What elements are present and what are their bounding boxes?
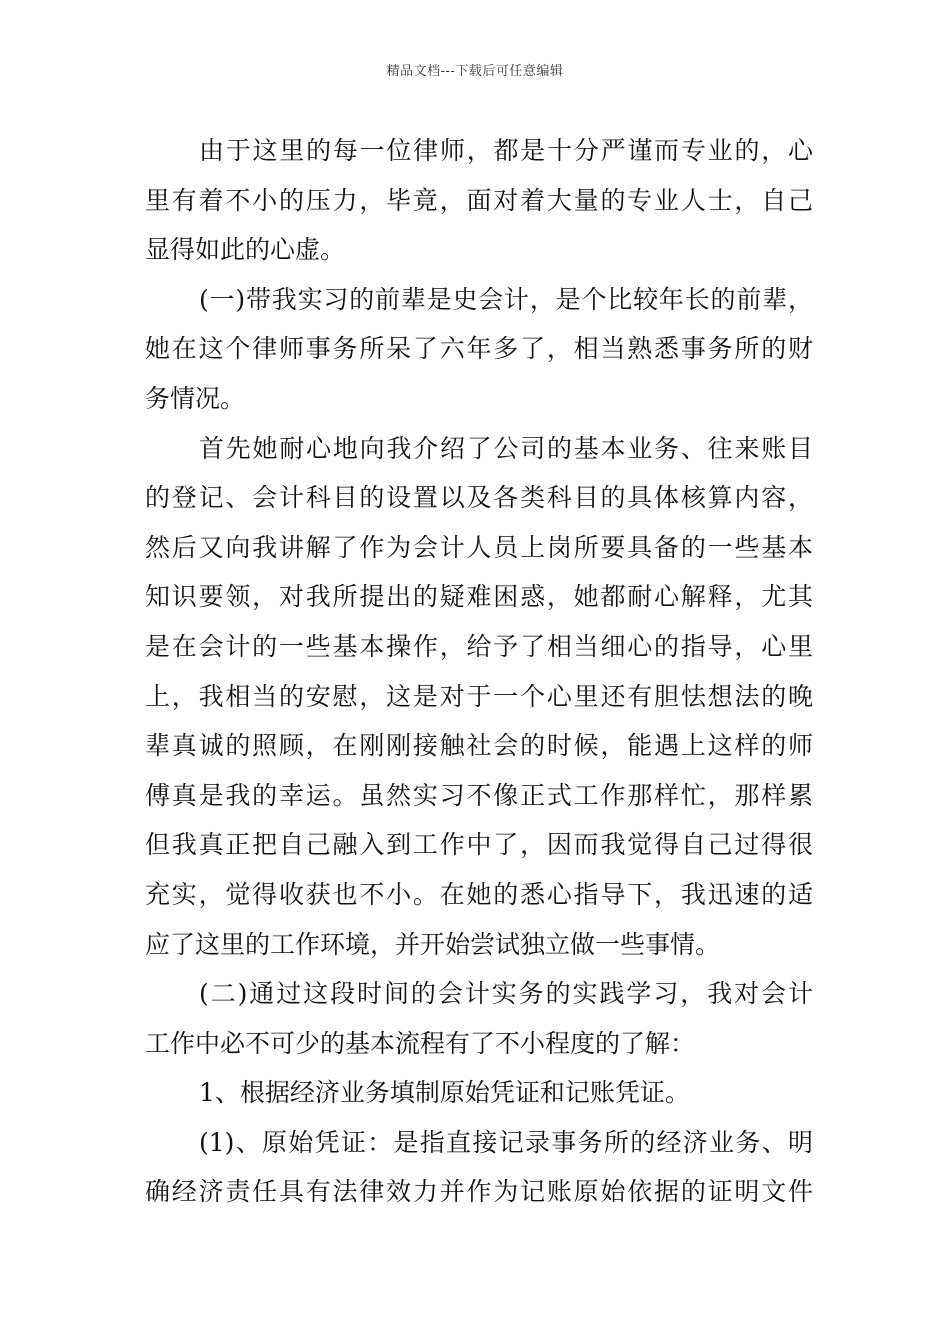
page-header: 精品文档---下载后可任意编辑 [386,64,564,79]
paragraph [145,1118,813,1217]
text-line: 的登记、会计科目的设置以及各类科目的具体核算内容， [145,483,813,513]
text-line: 显得如此的心虚。 [145,235,346,265]
text-line: 傅真是我的幸运。虽然实习不像正式工作那样忙，那样累 [145,780,813,810]
document-body [145,126,813,1217]
paragraph [145,126,813,275]
text-line: 应了这里的工作环境，并开始尝试独立做一些事情。 [145,929,721,959]
text-line: 她在这个律师事务所呆了六年多了，相当熟悉事务所的财 [145,334,813,364]
text-line: (一)带我实习的前辈是史会计，是个比较年长的前辈， [199,284,813,314]
text-line: 上，我相当的安慰，这是对于一个心里还有胆怯想法的晚 [145,681,813,711]
paragraph [145,1068,813,1118]
text-line: 由于这里的每一位律师，都是十分严谨而专业的，心 [199,136,813,165]
text-line: 然后又向我讲解了作为会计人员上岗所要具备的一些基本 [145,532,813,562]
text-line: 工作中必不可少的基本流程有了不小程度的了解： [145,1028,696,1058]
text-line: 1、根据经济业务填制原始凭证和记账凭证。 [199,1078,690,1108]
text-line: 充实，觉得收获也不小。在她的悉心指导下，我迅速的适 [145,879,813,909]
text-line: 确经济责任具有法律效力并作为记账原始依据的证明文件 [145,1177,813,1207]
text-line: 是在会计的一些基本操作，给予了相当细心的指导，心里 [145,631,813,661]
text-line: 里有着不小的压力，毕竟，面对着大量的专业人士，自己 [145,185,813,215]
paragraph [145,424,813,970]
paragraph [145,275,813,424]
text-line: 务情况。 [145,383,246,413]
text-line: 知识要领，对我所提出的疑难困惑，她都耐心解释，尤其 [145,582,813,612]
text-line: 辈真诚的照顾，在刚刚接触社会的时候，能遇上这样的师 [145,731,813,761]
paragraph [145,969,813,1068]
text-line: 首先她耐心地向我介绍了公司的基本业务、往来账目 [199,433,813,463]
text-line: (1)、原始凭证：是指直接记录事务所的经济业务、明 [199,1127,813,1157]
text-line: (二)通过这段时间的会计实务的实践学习，我对会计 [199,979,813,1009]
text-line: 但我真正把自己融入到工作中了，因而我觉得自己过得很 [145,830,813,860]
